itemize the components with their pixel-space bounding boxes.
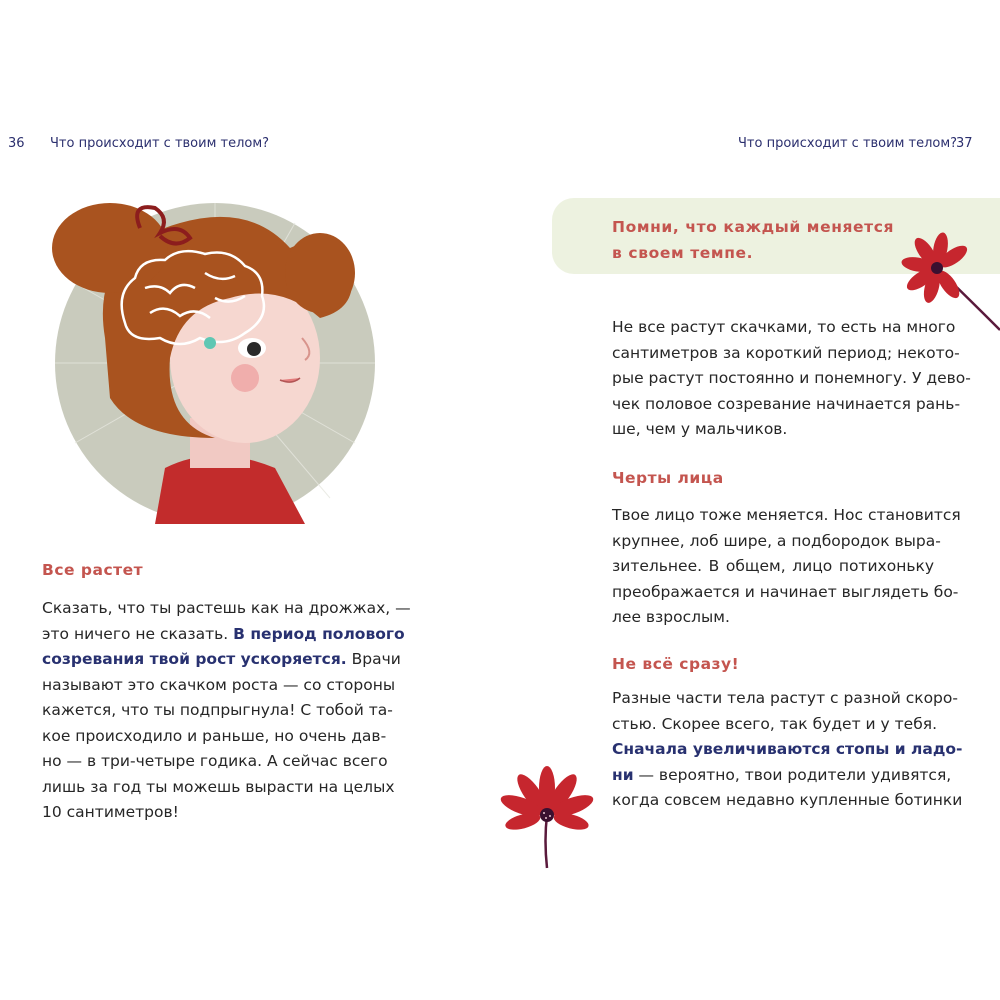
pupil [247, 342, 261, 356]
text-line [42, 647, 401, 673]
brain-glow [204, 337, 216, 349]
text-line: называют это скачком роста — со стороны [42, 675, 396, 694]
paragraph-face [612, 503, 961, 631]
text-line: чек половое созревание начинается рань- [612, 394, 961, 413]
callout-line: в своем темпе. [612, 244, 754, 262]
text-line [42, 622, 405, 648]
highlight-text: Сначала увеличиваются стопы и ладо- [612, 740, 963, 758]
text-line: сантиметров за короткий период; некото- [612, 343, 960, 362]
text-line: преображается и начинает выглядеть бо- [612, 582, 959, 601]
text-line: лишь за год ты можешь вырасти на целых [42, 777, 395, 796]
text-line: Разные части тела растут с разной скоро- [612, 689, 958, 707]
text-line: кажется, что ты подпрыгнула! С тобой та- [42, 701, 393, 719]
paragraph-grows [42, 596, 411, 826]
flower-icon [500, 760, 595, 870]
highlight-text: ни [612, 765, 634, 784]
text-line: крупнее, лоб шире, а подбородок выра- [612, 531, 941, 550]
highlight-text: В период полового [233, 624, 405, 643]
running-head-right: Что происходит с твоим телом? [738, 136, 958, 151]
text-line: ше, чем у мальчиков. [612, 420, 788, 438]
section-heading-grows: Все растет [42, 561, 144, 579]
text-line: стью. Скорее всего, так будет и у тебя. [612, 714, 938, 733]
hair-bun-left [52, 203, 168, 293]
text-line: Твое лицо тоже меняется. Нос становится [612, 506, 961, 524]
paragraph-pace [612, 315, 971, 443]
page-number-right: 37 [956, 136, 973, 151]
cheek [231, 364, 259, 392]
text-line: но — в три-четыре годика. А сейчас всего [42, 752, 388, 770]
girl-brain-illustration [30, 188, 380, 524]
text-segment: — вероятно, твои родители удивятся, [633, 765, 952, 784]
hair-bun-right [285, 233, 355, 313]
paragraph-not-all [612, 686, 963, 814]
section-heading-not-all: Не всё сразу! [612, 655, 740, 673]
section-heading-face: Черты лица [612, 469, 724, 487]
text-line: лее взрослым. [612, 608, 730, 626]
callout-text [612, 214, 894, 266]
text-segment: Врачи [346, 650, 401, 668]
text-line: Сказать, что ты растешь как на дрожжах, — [42, 599, 411, 617]
text-line: зительнее. В общем, лицо потихоньку [612, 557, 934, 575]
running-head-left: Что происходит с твоим телом? [50, 136, 270, 151]
text-line: кое происходило и раньше, но очень дав- [42, 726, 387, 745]
callout-line: Помни, что каждый меняется [612, 218, 895, 236]
page-number-left: 36 [8, 136, 25, 151]
text-line: Не все растут скачками, то есть на много [612, 318, 956, 336]
highlight-text: созревания твой рост ускоряется. [42, 650, 347, 668]
text-line: когда совсем недавно купленные ботинки [612, 791, 963, 809]
text-segment: это ничего не сказать. [42, 624, 234, 643]
text-line: рые растут постоянно и понемногу. У дево- [612, 369, 971, 387]
text-line [612, 763, 952, 789]
text-line: 10 сантиметров! [42, 803, 179, 821]
